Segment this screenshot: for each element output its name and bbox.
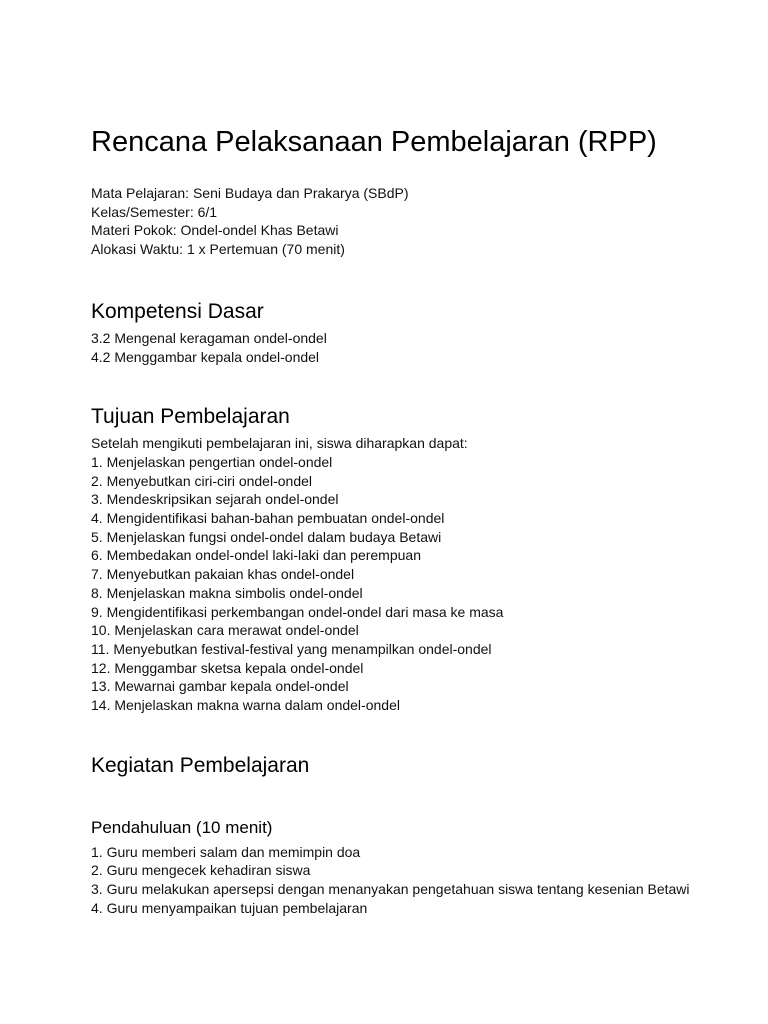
meta-time-allocation: Alokasi Waktu: 1 x Pertemuan (70 menit) xyxy=(91,241,345,258)
list-item: 1. Menjelaskan pengertian ondel-ondel xyxy=(91,453,333,470)
tujuan-list xyxy=(91,434,731,715)
section-kegiatan-pembelajaran xyxy=(91,753,731,918)
pendahuluan-list xyxy=(91,843,731,918)
meta-class-semester: Kelas/Semester: 6/1 xyxy=(91,203,218,220)
list-intro: Setelah mengikuti pembelajaran ini, siswa diharapkan dapat: xyxy=(91,435,468,452)
list-item: 14. Menjelaskan makna warna dalam ondel-ondel xyxy=(91,697,400,714)
section-heading: Kegiatan Pembelajaran xyxy=(91,753,310,777)
list-item: 12. Menggambar sketsa kepala ondel-ondel xyxy=(91,659,364,676)
subsection-pendahuluan xyxy=(91,817,731,918)
document-title: Rencana Pelaksanaan Pembelajaran (RPP) xyxy=(91,126,657,158)
document-meta xyxy=(91,184,731,259)
list-item: 4. Mengidentifikasi bahan-bahan pembuatan ondel-ondel xyxy=(91,510,445,527)
subsection-heading: Pendahuluan (10 menit) xyxy=(91,817,273,837)
section-tujuan-pembelajaran xyxy=(91,404,731,715)
list-item: 7. Menyebutkan pakaian khas ondel-ondel xyxy=(91,566,355,583)
list-item: 9. Mengidentifikasi perkembangan ondel-ondel dari masa ke masa xyxy=(91,603,504,620)
list-item: 10. Menjelaskan cara merawat ondel-ondel xyxy=(91,622,359,639)
list-item: 2. Menyebutkan ciri-ciri ondel-ondel xyxy=(91,472,312,489)
meta-subject: Mata Pelajaran: Seni Budaya dan Prakarya (SBdP) xyxy=(91,185,409,201)
list-item: 6. Membedakan ondel-ondel laki-laki dan perempuan xyxy=(91,547,421,564)
list-item: 3. Guru melakukan apersepsi dengan menanyakan pengetahuan siswa tentang kesenian Betawi xyxy=(91,881,690,898)
section-heading: Tujuan Pembelajaran xyxy=(91,405,290,429)
list-item: 3.2 Mengenal keragaman ondel-ondel xyxy=(91,329,327,346)
list-item: 11. Menyebutkan festival-festival yang menampilkan ondel-ondel xyxy=(91,640,492,657)
kompetensi-list xyxy=(91,329,731,366)
document-page xyxy=(91,124,731,918)
list-item: 5. Menjelaskan fungsi ondel-ondel dalam budaya Betawi xyxy=(91,528,442,545)
section-kompetensi-dasar xyxy=(91,299,731,366)
list-item: 4. Guru menyampaikan tujuan pembelajaran xyxy=(91,899,368,916)
list-item: 13. Mewarnai gambar kepala ondel-ondel xyxy=(91,678,349,695)
list-item: 4.2 Menggambar kepala ondel-ondel xyxy=(91,348,320,365)
list-item: 2. Guru mengecek kehadiran siswa xyxy=(91,862,311,879)
section-heading: Kompetensi Dasar xyxy=(91,299,264,323)
list-item: 1. Guru memberi salam dan memimpin doa xyxy=(91,843,361,860)
meta-topic: Materi Pokok: Ondel-ondel Khas Betawi xyxy=(91,222,339,239)
list-item: 3. Mendeskripsikan sejarah ondel-ondel xyxy=(91,491,339,508)
list-item: 8. Menjelaskan makna simbolis ondel-ondel xyxy=(91,584,363,601)
